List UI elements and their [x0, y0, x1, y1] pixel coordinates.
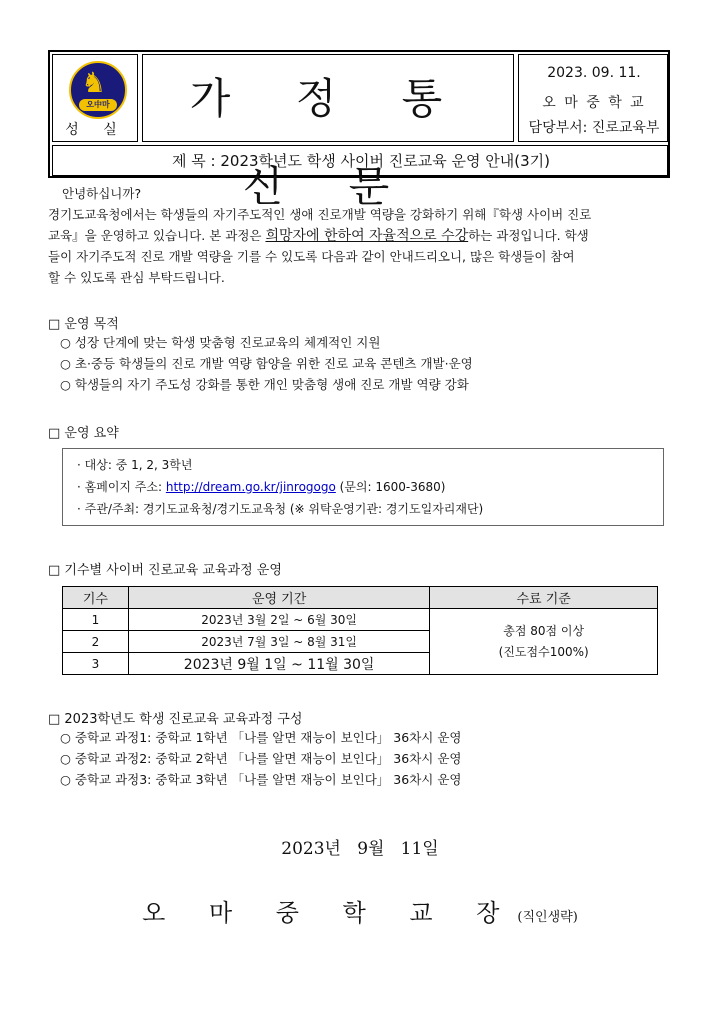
table-header-row — [63, 587, 658, 609]
horse-icon: ♞ — [81, 66, 107, 99]
summary-heading: □ 운영 요약 — [48, 426, 119, 441]
intro-line-2a: 교육』을 운영하고 있습니다. 본 과정은 — [48, 228, 266, 243]
intro-emphasis: 희망자에 한하여 자율적으로 수강 — [265, 228, 469, 244]
period-cell: 2023년 3월 2일 ~ 6월 30일 — [128, 609, 429, 631]
purpose-item: ○ 성장 단계에 맞는 학생 맞춤형 진로교육의 체계적인 지원 — [60, 335, 381, 350]
letter-date: 2023년 9월 11일 — [281, 839, 439, 859]
composition-item: ○ 중학교 과정1: 중학교 1학년 「나를 알면 재능이 보인다」 36차시 운영 — [60, 730, 462, 745]
intro-line-3: 들이 자기주도적 진로 개발 역량을 기를 수 있도록 다음과 같이 안내드리오니, 많은 학생들이 참여 — [48, 249, 575, 264]
table-row — [63, 609, 658, 631]
term-cell: 2 — [63, 631, 129, 653]
period-cell: 2023년 9월 1일 ~ 11월 30일 — [128, 653, 429, 675]
department: 담당부서: 진로교육부 — [528, 120, 660, 136]
purpose-heading: □ 운영 목적 — [48, 317, 119, 332]
course-table — [62, 586, 658, 675]
school-name: 오 마 중 학 교 — [542, 95, 646, 111]
col-header-period: 운영 기간 — [128, 587, 429, 609]
page-title: 가 정 통 신 문 — [189, 74, 469, 211]
principal-signature — [0, 893, 720, 928]
school-logo — [69, 61, 127, 119]
purpose-item: ○ 초·중등 학생들의 진로 개발 역량 함양을 위한 진로 교육 콘텐츠 개발·운영 — [60, 356, 473, 371]
intro-line-1: 경기도교육청에서는 학생들의 자기주도적인 생애 진로개발 역량을 강화하기 위해『학생 사이버 진로 — [48, 207, 592, 222]
homepage-link[interactable]: http://dream.go.kr/jinrogogo — [165, 480, 336, 494]
info-cell — [518, 54, 668, 142]
term-cell: 3 — [63, 653, 129, 675]
summary-homepage — [77, 477, 445, 498]
school-motto: 성 실 — [65, 122, 127, 138]
purpose-item: ○ 학생들의 자기 주도성 강화를 통한 개인 맞춤형 생애 진로 개발 역량 강화 — [60, 377, 469, 392]
intro-line-2 — [48, 225, 673, 247]
intro-line-2b: 하는 과정입니다. 학생 — [468, 228, 589, 243]
principal-name: 오 마 중 학 교 장 — [142, 899, 518, 927]
greeting: 안녕하십니까? — [62, 186, 142, 201]
issue-date: 2023. 09. 11. — [547, 65, 641, 81]
homepage-contact: (문의: 1600-3680) — [335, 480, 446, 494]
composition-item: ○ 중학교 과정2: 중학교 2학년 「나를 알면 재능이 보인다」 36차시 운영 — [60, 751, 462, 766]
criteria-score: 총점 80점 이상 — [503, 623, 585, 638]
composition-item: ○ 중학교 과정3: 중학교 3학년 「나를 알면 재능이 보인다」 36차시 운영 — [60, 772, 462, 787]
logo-text: 오中마 — [79, 99, 117, 111]
seal-note: (직인생략) — [517, 910, 578, 925]
subject-cell — [52, 145, 668, 176]
period-cell: 2023년 7월 3일 ~ 8월 31일 — [128, 631, 429, 653]
term-cell: 1 — [63, 609, 129, 631]
col-header-criteria: 수료 기준 — [430, 587, 658, 609]
criteria-progress: (진도점수100%) — [498, 644, 589, 659]
subject-line: 제 목 : 2023학년도 학생 사이버 진로교육 운영 안내(3기) — [172, 152, 550, 170]
summary-target: · 대상: 중 1, 2, 3학년 — [77, 458, 193, 472]
criteria-cell — [430, 609, 658, 675]
homepage-label: · 홈페이지 주소: — [77, 480, 166, 494]
composition-heading: □ 2023학년도 학생 진로교육 교육과정 구성 — [48, 712, 303, 727]
col-header-term: 기수 — [63, 587, 129, 609]
summary-host: · 주관/주최: 경기도교육청/경기도교육청 (※ 위탁운영기관: 경기도일자리재단) — [77, 502, 484, 516]
logo-cell — [52, 54, 138, 142]
course-table-heading: □ 기수별 사이버 진로교육 교육과정 운영 — [48, 563, 282, 578]
intro-line-4: 할 수 있도록 관심 부탁드립니다. — [48, 270, 225, 285]
summary-box — [62, 448, 664, 526]
